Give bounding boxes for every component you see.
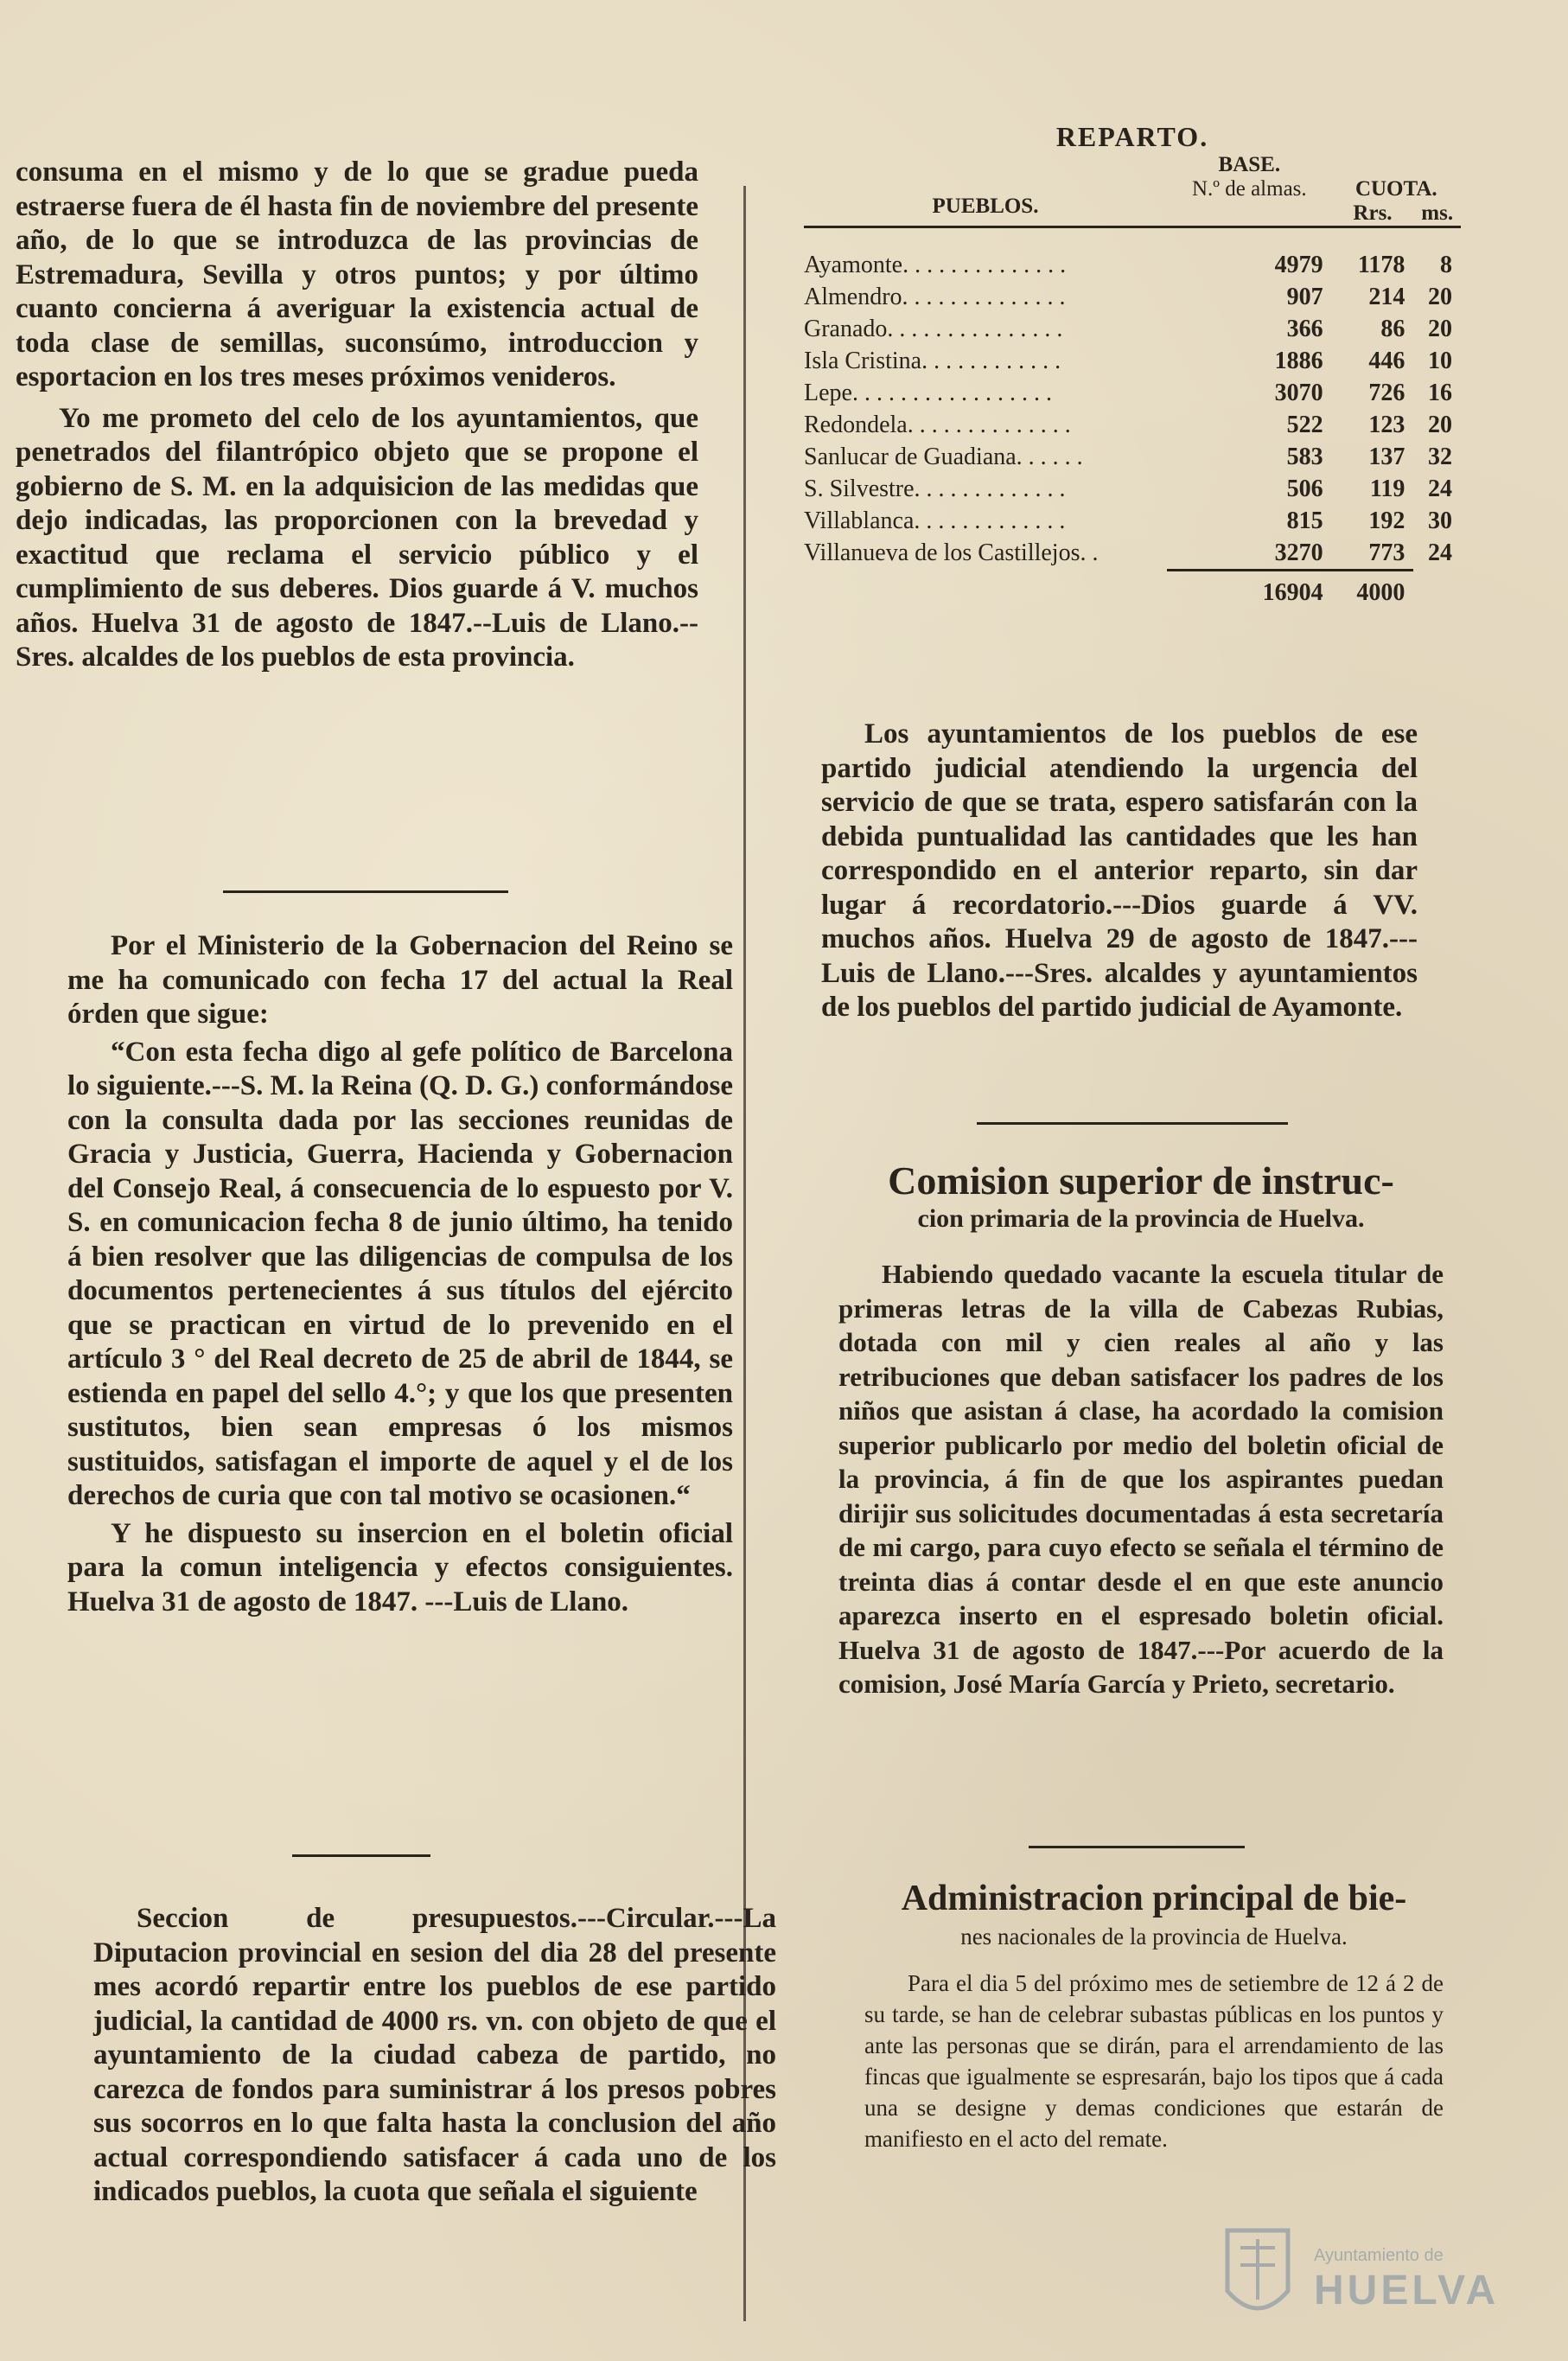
subheading-comision: cion primaria de la provincia de Huelva. <box>917 1204 1365 1233</box>
paragraph-subastas: Para el dia 5 del próximo mes de setiembre de 12 á 2 de su tarde, se han de celebrar subastas públicas en los puntos y ante las personas que se dirán, para el arrendamiento de las fincas que igualmente se espresarán, bajo los tipos que á cada una se designe y demas condiciones que estarán de manifiesto en el acto del remate. <box>864 1970 1444 2152</box>
paragraph-escuela: Habiendo quedado vacante la escuela titular de primeras letras de la villa de Cabezas Rubias, dotada con mil y cien reales al año y las retribuciones que deban satisfacer los padres de los niños que asistan á clase, ha acordado la comision superior publicarlo por medio del boletin oficial de la provincia, á fin de que los aspirantes puedan dirijir sus solicitudes documentadas á esta secretaría de mi cargo, para cuyo efecto se señala el término de treinta dias á contar desde el en que este anuncio aparezca inserto en el espresado boletin oficial. Huelva 31 de agosto de 1847.---Por acuerdo de la comision, José María García y Prieto, secretario. <box>838 1259 1444 1699</box>
ayuntamiento-huelva-logo <box>1210 2213 1539 2334</box>
subheading-administracion: nes nacionales de la provincia de Huelva. <box>960 1924 1348 1949</box>
section-rule <box>1029 1846 1245 1848</box>
section-rule <box>223 890 508 893</box>
col-header-rrs: Rrs. <box>1332 201 1414 227</box>
table-row: Lepe. . . . . . . . . . . . . . . . . 3070 726 16 <box>804 379 1452 406</box>
table-row: Isla Cristina. . . . . . . . . . . . 1886 446 10 <box>804 347 1452 374</box>
logo-title: HUELVA <box>1314 2268 1500 2313</box>
table-row: Villanueva de los Castillejos. . 3270 773 24 <box>804 539 1452 567</box>
reparto-title: REPARTO. <box>1055 121 1209 152</box>
table-row: S. Silvestre. . . . . . . . . . . . . 506 119 24 <box>804 475 1452 502</box>
logo-subtitle: Ayuntamiento de <box>1314 2246 1444 2265</box>
paragraph-ayuntamientos: Yo me prometo del celo de los ayuntamientos, que penetrados del filantrópico objeto que se propone el gobierno de S. M. en la adquisicion de las medidas que dejo indicadas, las proporcionen con la brevedad y exactitud que reclama el servicio público y el cumplimiento de sus deberes. Dios guarde á V. muchos años. Huelva 31 de agosto de 1847.--Luis de Llano.--Sres. alcaldes de los pueblos de esta provincia. <box>16 402 698 673</box>
table-row: Villablanca. . . . . . . . . . . . . 815 192 30 <box>804 507 1452 534</box>
col-header-cuota: CUOTA. <box>1354 177 1437 201</box>
table-row: Granado. . . . . . . . . . . . . . . 366 86 20 <box>804 315 1452 342</box>
paragraph-ministerio: Por el Ministerio de la Gobernacion del Reino se me ha comunicado con fecha 17 del actual la Real órden que sigue: <box>67 930 733 1030</box>
reparto-table <box>804 153 1461 609</box>
heading-comision: Comision superior de instruc- <box>888 1158 1394 1203</box>
section-rule <box>977 1122 1288 1125</box>
paragraph-insercion: Y he dispuesto su insercion en el boletin oficial para la comun inteligencia y efectos consiguientes. Huelva 31 de agosto de 1847. ---Luis de Llano. <box>67 1517 733 1618</box>
paragraph-ayamonte: Los ayuntamientos de los pueblos de ese partido judicial atendiendo la urgencia del servicio de que se trata, espero satisfarán con la debida puntualidad las cantidades que les han correspondido en el anterior reparto, sin dar lugar á recordatorio.---Dios guarde á VV. muchos años. Huelva 29 de agosto de 1847.---Luis de Llano.---Sres. alcaldes y ayuntamientos de los pueblos del partido judicial de Ayamonte. <box>821 718 1418 1023</box>
col-header-base: BASE. N.º de almas. <box>1191 153 1307 201</box>
col-header-pueblos: PUEBLOS. <box>804 153 1167 227</box>
paragraph-semillas: consuma en el mismo y de lo que se gradue pueda estraerse fuera de él hasta fin de noviembre del presente año, de lo que se introduzca de las provincias de Estremadura, Sevilla y otros puntos; y por último cuanto concierna á averiguar la existencia actual de toda clase de semillas, suconsúmo, introduccion y esportacion en los tres meses próximos venideros. <box>16 156 698 392</box>
table-row: Redondela. . . . . . . . . . . . . . 522 123 20 <box>804 411 1452 438</box>
table-row: Ayamonte. . . . . . . . . . . . . . 4979 1178 8 <box>804 251 1452 278</box>
table-total-row: 16904 4000 <box>804 571 1461 609</box>
heading-administracion: Administracion principal de bie- <box>901 1879 1407 1918</box>
col-header-ms: ms. <box>1413 201 1461 227</box>
table-row: Sanlucar de Guadiana. . . . . . 583 137 32 <box>804 443 1452 470</box>
section-rule <box>292 1854 430 1857</box>
col-header-base-line <box>1167 201 1332 227</box>
paragraph-presupuestos: Seccion de presupuestos.---Circular.---La Diputacion provincial en sesion del dia 28 del presente mes acordó repartir entre los pueblos de ese partido judicial, la cantidad de 4000 rs. vn. con objeto de que el ayuntamiento de la ciudad cabeza de partido, no carezca de fondos para suministrar á los presos pobres sus socorros en lo que falta hasta la conclusion del año actual correspondiendo satisfacer á cada uno de los indicados pueblos, la cuota que señala el siguiente <box>93 1903 776 2207</box>
paragraph-real-orden: “Con esta fecha digo al gefe político de Barcelona lo siguiente.---S. M. la Reina (Q. D. G.) conformándose con la consulta dada por las secciones reunidas de Gracia y Justicia, Guerra, Hacienda y Gobernacion del Consejo Real, á consecuencia de lo espuesto por V. S. en comunicacion fecha 8 de junio último, ha tenido á bien resolver que las diligencias de compulsa de los documentos pertenecientes á sus títulos del ejército que se practican en virtud de lo prevenido en el artículo 3 ° del Real decreto de 25 de abril de 1844, se estienda en papel del sello 4.°; y que los que presenten sustitutos, bien sean empresas ó los mismos sustituidos, satisfagan el importe de aquel y el de los derechos de curia que con tal motivo se ocasionen.“ <box>67 1036 733 1511</box>
table-row: Almendro. . . . . . . . . . . . . . 907 214 20 <box>804 283 1452 310</box>
